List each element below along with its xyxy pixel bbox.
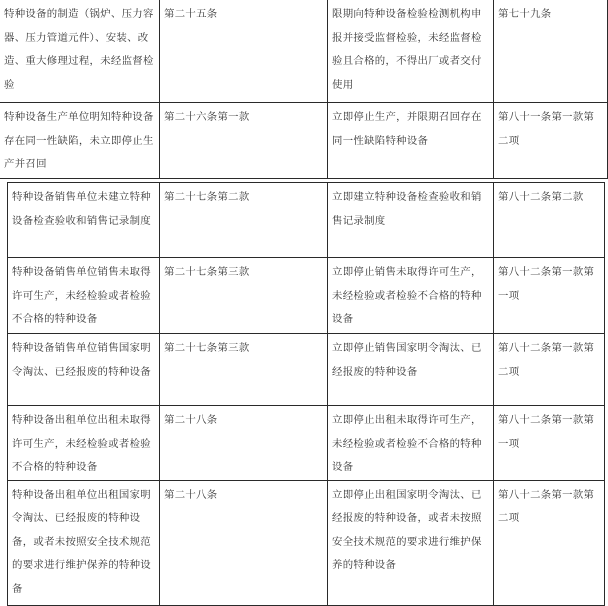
measure-cell: 立即停止销售未取得许可生产，未经检验或者检验不合格的特种设备 xyxy=(328,258,494,334)
table-row xyxy=(8,183,605,258)
measure-cell: 立即停止销售国家明令淘汰、已经报废的特种设备 xyxy=(328,334,494,406)
measure-cell: 立即停止出租未取得许可生产，未经检验或者检验不合格的特种设备 xyxy=(328,406,494,481)
table-row xyxy=(8,334,605,406)
violations-table-bottom xyxy=(7,182,605,606)
measure-cell: 立即停止出租国家明令淘汰、已经报废的特种设备，或者未按照安全技术规范的要求进行维护保养的特种设备 xyxy=(328,480,494,605)
measure-cell: 立即停止生产，并限期召回存在同一性缺陷特种设备 xyxy=(328,103,494,179)
violation-cell: 特种设备销售单位未建立特种设备检查验收和销售记录制度 xyxy=(8,183,160,258)
violation-cell: 特种设备的制造（锅炉、压力容器、压力管道元件）、安装、改造、重大修理过程，未经监督检验 xyxy=(0,0,160,103)
penalty-article-cell: 第八十一条第一款第二项 xyxy=(494,103,608,179)
article-cell: 第二十八条 xyxy=(160,406,328,481)
measure-cell: 立即建立特种设备检查验收和销售记录制度 xyxy=(328,183,494,258)
violation-cell: 特种设备出租单位出租未取得许可生产，未经检验或者检验不合格的特种设备 xyxy=(8,406,160,481)
article-cell: 第二十七条第三款 xyxy=(160,334,328,406)
table-row xyxy=(0,103,608,179)
article-cell: 第二十七条第三款 xyxy=(160,258,328,334)
penalty-article-cell: 第八十二条第一款第一项 xyxy=(494,258,605,334)
table-row xyxy=(8,258,605,334)
violation-cell: 特种设备销售单位销售未取得许可生产，未经检验或者检验不合格的特种设备 xyxy=(8,258,160,334)
penalty-article-cell: 第八十二条第一款第二项 xyxy=(494,480,605,605)
article-cell: 第二十八条 xyxy=(160,480,328,605)
table-row xyxy=(8,406,605,481)
article-cell: 第二十五条 xyxy=(160,0,328,103)
penalty-article-cell: 第八十二条第一款第一项 xyxy=(494,406,605,481)
article-cell: 第二十六条第一款 xyxy=(160,103,328,179)
penalty-article-cell: 第八十二条第二款 xyxy=(494,183,605,258)
table-row xyxy=(8,480,605,605)
article-cell: 第二十七条第二款 xyxy=(160,183,328,258)
penalty-article-cell: 第七十九条 xyxy=(494,0,608,103)
violation-cell: 特种设备销售单位销售国家明令淘汰、已经报废的特种设备 xyxy=(8,334,160,406)
measure-cell: 限期向特种设备检验检测机构申报并接受监督检验，未经监督检验且合格的，不得出厂或者交付使用 xyxy=(328,0,494,103)
violation-cell: 特种设备生产单位明知特种设备存在同一性缺陷，未立即停止生产并召回 xyxy=(0,103,160,179)
penalty-article-cell: 第八十二条第一款第二项 xyxy=(494,334,605,406)
violations-table-top xyxy=(0,0,608,179)
violation-cell: 特种设备出租单位出租国家明令淘汰、已经报废的特种设备，或者未按照安全技术规范的要求进行维护保养的特种设备 xyxy=(8,480,160,605)
table-row xyxy=(0,0,608,103)
